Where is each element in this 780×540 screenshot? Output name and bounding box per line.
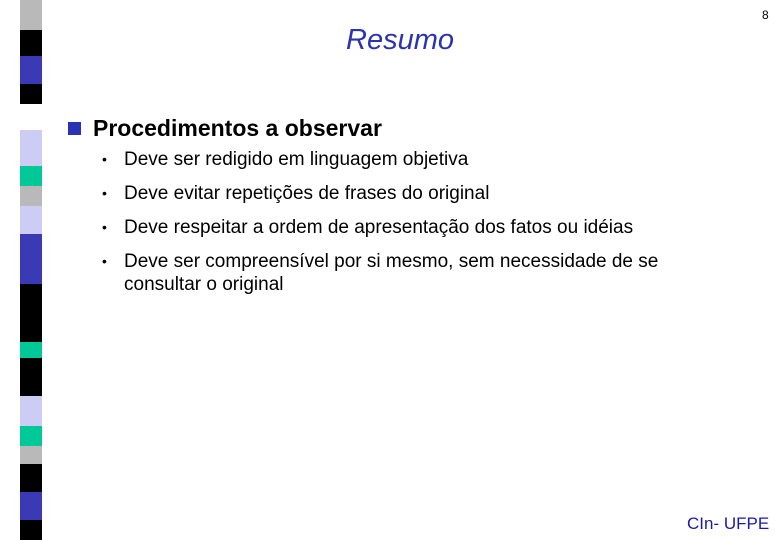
bullet-text: Deve evitar repetições de frases do original xyxy=(124,183,490,204)
bullet-item xyxy=(100,148,740,171)
section-heading: Procedimentos a observar xyxy=(93,115,382,141)
footer-label: CIn- UFPE xyxy=(687,514,770,533)
page-number: 8 xyxy=(762,8,769,22)
bullet-text: Deve ser compreensível por si mesmo, sem necessidade de se consultar o original xyxy=(124,251,659,295)
bullet-list xyxy=(100,148,740,307)
slide-title: Resumo xyxy=(346,24,454,56)
bullet-dot-icon: • xyxy=(102,151,107,167)
bullet-text: Deve respeitar a ordem de apresentação dos fatos ou idéias xyxy=(124,217,634,238)
bullet-text: Deve ser redigido em linguagem objetiva xyxy=(124,149,469,170)
bullet-item xyxy=(100,182,740,205)
square-bullet-icon xyxy=(68,122,81,135)
bullet-item xyxy=(100,250,740,296)
section-heading-row xyxy=(68,115,382,142)
bullet-item xyxy=(100,216,740,239)
bullet-dot-icon: • xyxy=(102,219,107,235)
bullet-dot-icon: • xyxy=(102,185,107,201)
decorative-stripe xyxy=(0,0,48,540)
bullet-dot-icon: • xyxy=(102,253,107,269)
